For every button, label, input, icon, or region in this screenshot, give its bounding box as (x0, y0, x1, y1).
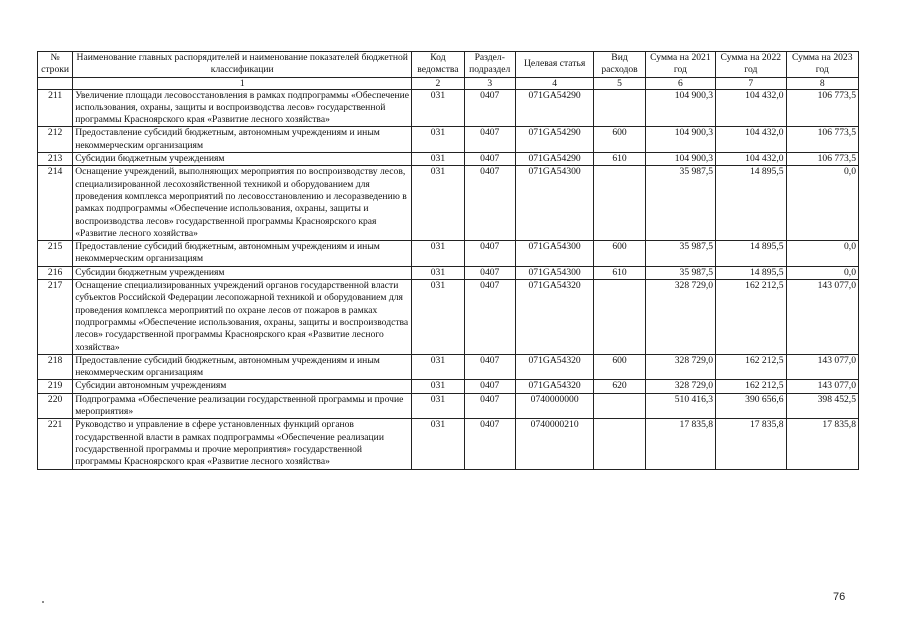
table-row (38, 89, 859, 127)
row-expense-type (594, 419, 645, 469)
row-sum-2021: 35 987,5 (645, 166, 715, 241)
column-number-row (38, 77, 859, 89)
row-expense-type (594, 166, 645, 241)
row-name: Субсидии автономным учреждениям (73, 380, 412, 393)
row-number: 217 (38, 280, 73, 355)
row-sum-2021: 328 729,0 (645, 280, 715, 355)
row-target-article: 071GA54320 (515, 354, 593, 380)
row-sum-2023: 398 452,5 (786, 393, 858, 419)
row-department-code: 031 (412, 153, 464, 166)
row-name: Подпрограмма «Обеспечение реализации государственной программы и прочие мероприятия» (73, 393, 412, 419)
row-target-article: 0740000210 (515, 419, 593, 469)
page-dot-mark (42, 601, 44, 603)
row-sum-2021: 104 900,3 (645, 127, 715, 153)
column-number: 1 (73, 77, 412, 89)
header-row (38, 52, 859, 78)
row-sum-2021: 104 900,3 (645, 153, 715, 166)
row-sum-2022: 390 656,6 (716, 393, 786, 419)
row-sum-2021: 104 900,3 (645, 89, 715, 127)
row-sum-2022: 14 895,5 (716, 266, 786, 279)
row-target-article: 071GA54320 (515, 280, 593, 355)
row-expense-type (594, 393, 645, 419)
table-row (38, 393, 859, 419)
row-number: 213 (38, 153, 73, 166)
table-row (38, 380, 859, 393)
row-department-code: 031 (412, 166, 464, 241)
row-name: Субсидии бюджетным учреждениям (73, 266, 412, 279)
row-section: 0407 (464, 354, 515, 380)
row-sum-2023: 0,0 (786, 266, 858, 279)
row-sum-2022: 162 212,5 (716, 354, 786, 380)
row-section: 0407 (464, 266, 515, 279)
table-row (38, 354, 859, 380)
row-number: 218 (38, 354, 73, 380)
row-department-code: 031 (412, 354, 464, 380)
row-sum-2022: 162 212,5 (716, 380, 786, 393)
row-number: 216 (38, 266, 73, 279)
row-sum-2023: 106 773,5 (786, 127, 858, 153)
column-number: 2 (412, 77, 464, 89)
row-section: 0407 (464, 89, 515, 127)
column-number: 6 (645, 77, 715, 89)
header-sum-2023: Сумма на 2023 год (786, 52, 858, 78)
row-number: 214 (38, 166, 73, 241)
row-target-article: 071GA54320 (515, 380, 593, 393)
row-sum-2022: 17 835,8 (716, 419, 786, 469)
row-sum-2021: 35 987,5 (645, 241, 715, 267)
row-target-article: 071GA54290 (515, 127, 593, 153)
row-sum-2021: 328 729,0 (645, 380, 715, 393)
row-department-code: 031 (412, 380, 464, 393)
row-expense-type: 600 (594, 127, 645, 153)
row-department-code: 031 (412, 393, 464, 419)
row-section: 0407 (464, 166, 515, 241)
row-number: 211 (38, 89, 73, 127)
row-section: 0407 (464, 127, 515, 153)
row-sum-2021: 17 835,8 (645, 419, 715, 469)
header-sum-2021: Сумма на 2021 год (645, 52, 715, 78)
row-name: Руководство и управление в сфере установленных функций органов государственной власти в рамках подпрограммы «Обеспечение реализации государственной программы и прочие мероприятия» государственной программы Красноярского края «Развитие лесного хозяйства» (73, 419, 412, 469)
row-sum-2023: 106 773,5 (786, 153, 858, 166)
row-sum-2023: 143 077,0 (786, 354, 858, 380)
row-number: 212 (38, 127, 73, 153)
header-target-article: Целевая статья (515, 52, 593, 78)
row-department-code: 031 (412, 89, 464, 127)
row-sum-2023: 143 077,0 (786, 380, 858, 393)
row-section: 0407 (464, 380, 515, 393)
row-expense-type: 610 (594, 266, 645, 279)
row-target-article: 071GA54290 (515, 89, 593, 127)
row-name: Субсидии бюджетным учреждениям (73, 153, 412, 166)
row-number: 220 (38, 393, 73, 419)
header-department-code: Код ведомства (412, 52, 464, 78)
row-number: 221 (38, 419, 73, 469)
table-row (38, 166, 859, 241)
table-row (38, 127, 859, 153)
header-sum-2022: Сумма на 2022 год (716, 52, 786, 78)
row-target-article: 071GA54290 (515, 153, 593, 166)
row-sum-2023: 0,0 (786, 166, 858, 241)
row-section: 0407 (464, 419, 515, 469)
row-name: Оснащение учреждений, выполняющих мероприятия по воспроизводству лесов, специализированной лесохозяйственной техникой и оборудованием для проведения комплекса мероприятий по лесовосстановлению и лесоразведению в рамках подпрограммы «Обеспечение использования, охраны, защиты и воспроизводства лесов» государственной программы Красноярского края «Развитие лесного хозяйства» (73, 166, 412, 241)
row-name: Увеличение площади лесовосстановления в рамках подпрограммы «Обеспечение использования, охраны, защиты и воспроизводства лесов» государственной программы Красноярского края «Развитие лесного хозяйства» (73, 89, 412, 127)
column-number: 5 (594, 77, 645, 89)
header-section: Раздел-подраздел (464, 52, 515, 78)
header-row-number: № строки (38, 52, 73, 78)
row-sum-2023: 17 835,8 (786, 419, 858, 469)
row-department-code: 031 (412, 127, 464, 153)
header-expense-type: Вид расходов (594, 52, 645, 78)
table-row (38, 280, 859, 355)
row-name: Предоставление субсидий бюджетным, автономным учреждениям и иным некоммерческим организациям (73, 354, 412, 380)
row-section: 0407 (464, 280, 515, 355)
row-name: Предоставление субсидий бюджетным, автономным учреждениям и иным некоммерческим организациям (73, 127, 412, 153)
row-sum-2022: 14 895,5 (716, 241, 786, 267)
row-section: 0407 (464, 393, 515, 419)
row-department-code: 031 (412, 241, 464, 267)
row-expense-type: 620 (594, 380, 645, 393)
row-sum-2022: 104 432,0 (716, 153, 786, 166)
column-number: 8 (786, 77, 858, 89)
table-row (38, 266, 859, 279)
row-department-code: 031 (412, 280, 464, 355)
row-expense-type: 600 (594, 354, 645, 380)
row-sum-2022: 104 432,0 (716, 127, 786, 153)
column-number: 7 (716, 77, 786, 89)
row-sum-2022: 162 212,5 (716, 280, 786, 355)
row-target-article: 071GA54300 (515, 166, 593, 241)
row-expense-type: 610 (594, 153, 645, 166)
budget-table (37, 51, 859, 470)
row-department-code: 031 (412, 419, 464, 469)
table-row (38, 153, 859, 166)
row-expense-type (594, 280, 645, 355)
row-sum-2022: 104 432,0 (716, 89, 786, 127)
row-sum-2022: 14 895,5 (716, 166, 786, 241)
column-number (38, 77, 73, 89)
row-sum-2023: 143 077,0 (786, 280, 858, 355)
row-expense-type (594, 89, 645, 127)
column-number: 3 (464, 77, 515, 89)
row-sum-2023: 106 773,5 (786, 89, 858, 127)
row-name: Оснащение специализированных учреждений органов государственной власти субъектов Российской Федерации лесопожарной техникой и оборудованием для проведения комплекса мероприятий по охране лесов от пожаров в рамках подпрограммы «Обеспечение использования, охраны, защиты и воспроизводства лесов» государственной программы Красноярского края «Развитие лесного хозяйства» (73, 280, 412, 355)
row-sum-2021: 328 729,0 (645, 354, 715, 380)
row-section: 0407 (464, 241, 515, 267)
row-target-article: 071GA54300 (515, 241, 593, 267)
row-target-article: 071GA54300 (515, 266, 593, 279)
row-number: 219 (38, 380, 73, 393)
row-target-article: 0740000000 (515, 393, 593, 419)
column-number: 4 (515, 77, 593, 89)
header-name: Наименование главных распорядителей и наименование показателей бюджетной классификации (73, 52, 412, 78)
row-department-code: 031 (412, 266, 464, 279)
row-section: 0407 (464, 153, 515, 166)
row-sum-2021: 35 987,5 (645, 266, 715, 279)
row-sum-2021: 510 416,3 (645, 393, 715, 419)
row-number: 215 (38, 241, 73, 267)
page-number: 76 (833, 591, 846, 603)
row-name: Предоставление субсидий бюджетным, автономным учреждениям и иным некоммерческим организациям (73, 241, 412, 267)
row-expense-type: 600 (594, 241, 645, 267)
table-row (38, 419, 859, 469)
table-row (38, 241, 859, 267)
row-sum-2023: 0,0 (786, 241, 858, 267)
